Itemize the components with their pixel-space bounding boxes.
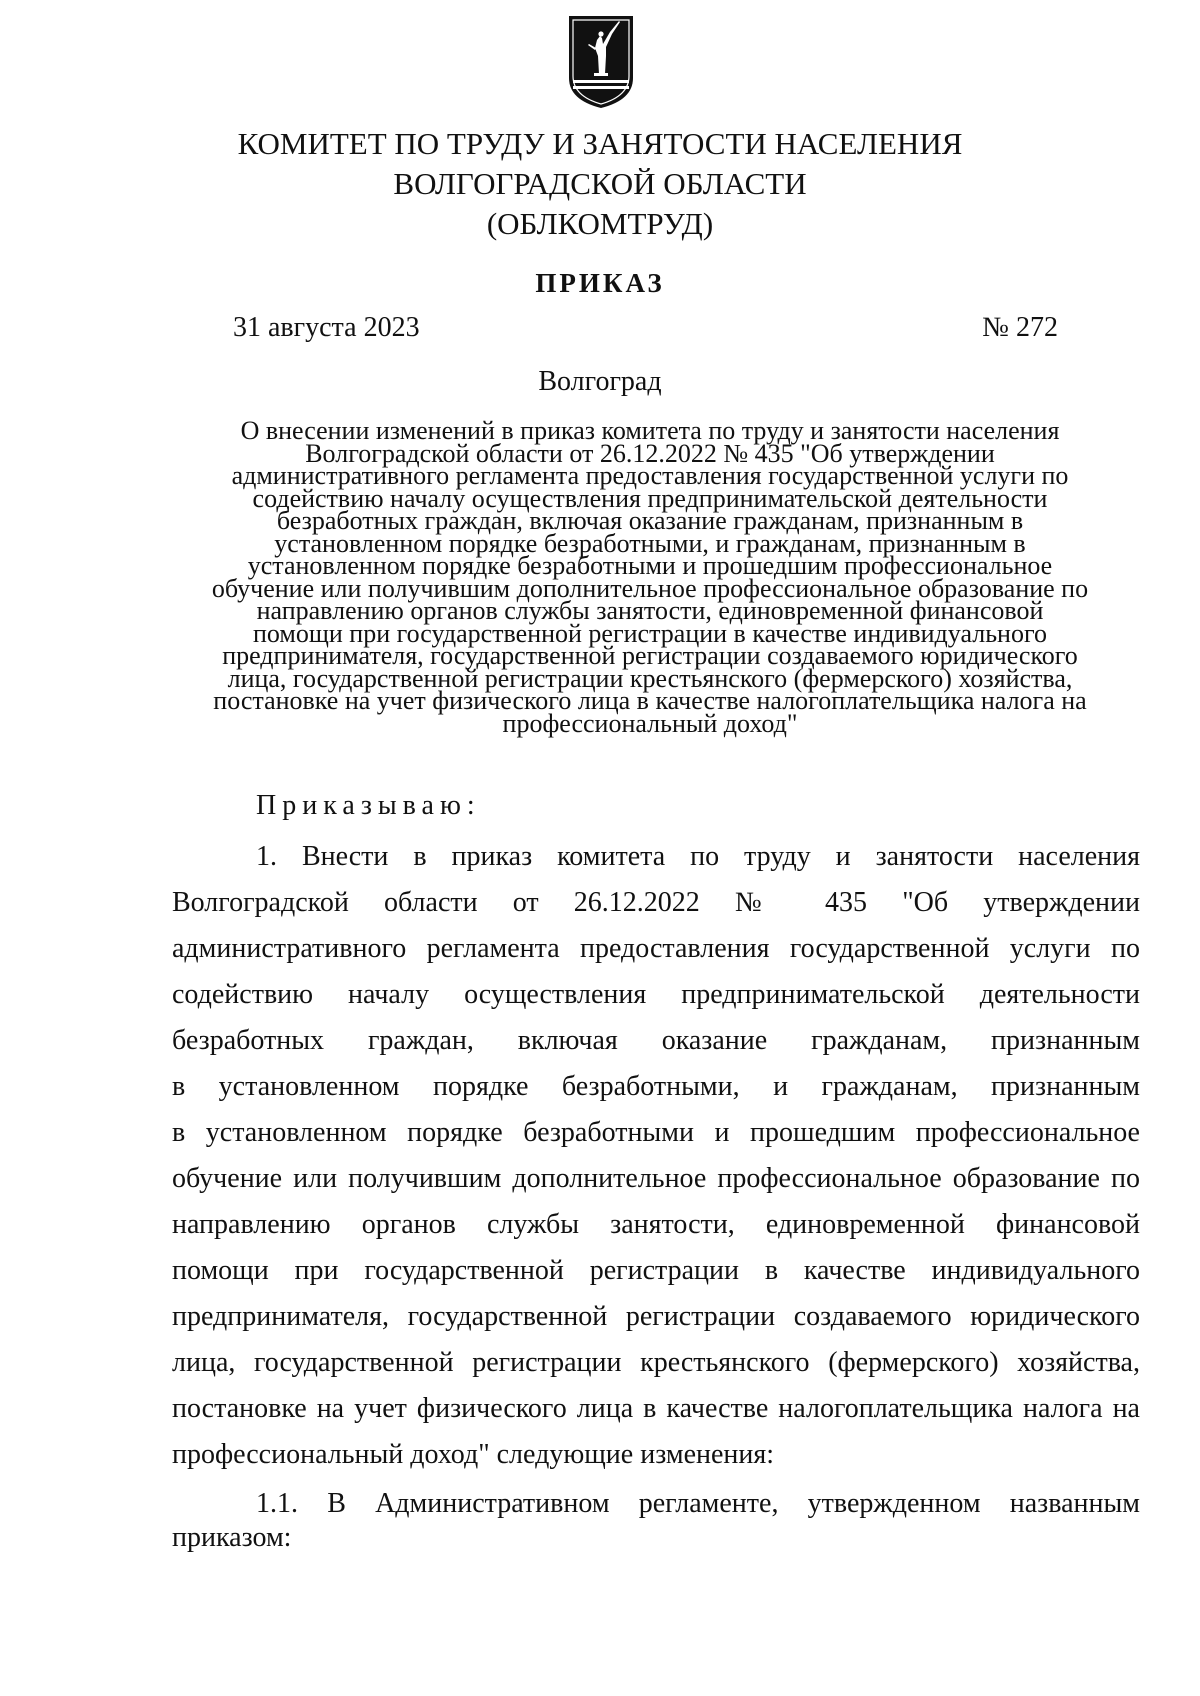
organization-line: КОМИТЕТ ПО ТРУДУ И ЗАНЯТОСТИ НАСЕЛЕНИЯ <box>237 126 963 161</box>
document-subject <box>160 416 1140 738</box>
subject-line: административного регламента предоставления государственной услуги по <box>231 461 1069 490</box>
paragraph-line: Волгоградской области от 26.12.2022 № 435 "Об утверждении <box>172 887 1140 918</box>
subject-line: О внесении изменений в приказ комитета по труду и занятости населения <box>240 416 1060 445</box>
subject-line: установленном порядке безработными и прошедшим профессиональное <box>247 551 1053 580</box>
paragraph-line: предпринимателя, государственной регистрации создаваемого юридического <box>172 1301 1140 1332</box>
subject-line: содействию началу осуществления предпринимательской деятельности <box>252 483 1048 513</box>
paragraph-line: в установленном порядке безработными и прошедшим профессиональное <box>172 1117 1140 1148</box>
subject-line: обучение или получившим дополнительное профессиональное образование по <box>211 573 1089 603</box>
subject-line: постановке на учет физического лица в качестве налогоплательщика налога на <box>213 686 1087 715</box>
subject-line: безработных граждан, включая оказание гражданам, признанным в <box>276 506 1024 535</box>
document-type: ПРИКАЗ <box>535 268 665 298</box>
paragraph-line: 1.1. В Административном регламенте, утвержденном названным <box>256 1488 1140 1519</box>
document-date: 31 августа 2023 <box>233 312 420 343</box>
paragraph-line: в установленном порядке безработными, и гражданам, признанным <box>172 1071 1140 1102</box>
paragraph-line: 1. Внести в приказ комитета по труду и занятости населения <box>256 841 1140 872</box>
volgograd-coat-of-arms-icon <box>565 12 637 110</box>
subject-line: профессиональный доход" <box>502 708 798 738</box>
subject-line: направлению органов службы занятости, единовременной финансовой <box>256 596 1044 625</box>
paragraph-line: направлению органов службы занятости, единовременной финансовой <box>172 1209 1140 1240</box>
subject-line: помощи при государственной регистрации в качестве индивидуального <box>253 618 1047 648</box>
paragraph-line: содействию началу осуществления предпринимательской деятельности <box>172 979 1140 1010</box>
document-number: № 272 <box>982 312 1058 343</box>
paragraph-line: безработных граждан, включая оказание гражданам, признанным <box>172 1025 1140 1056</box>
subject-line: лица, государственной регистрации крестьянского (фермерского) хозяйства, <box>227 663 1073 693</box>
subject-line: Волгоградской области от 26.12.2022 № 435 "Об утверждении <box>305 438 995 468</box>
paragraph-line: приказом: <box>172 1522 292 1553</box>
subject-line: предпринимателя, государственной регистрации создаваемого юридического <box>222 641 1078 670</box>
subject-line: установленном порядке безработными, и гражданам, признанным в <box>274 528 1026 558</box>
paragraph-line: постановке на учет физического лица в качестве налогоплательщика налога на <box>172 1393 1140 1424</box>
order-word: Приказываю: <box>256 790 481 821</box>
document-city: Волгоград <box>538 366 662 397</box>
organization-line: ВОЛГОГРАДСКОЙ ОБЛАСТИ <box>393 166 807 201</box>
organization-name <box>200 124 1000 244</box>
paragraph-line: административного регламента предоставления государственной услуги по <box>172 933 1140 964</box>
paragraph-line: профессиональный доход" следующие изменения: <box>172 1439 775 1470</box>
paragraph-line: помощи при государственной регистрации в качестве индивидуального <box>172 1255 1140 1286</box>
paragraph-line: обучение или получившим дополнительное профессиональное образование по <box>172 1163 1140 1194</box>
paragraph-line: лица, государственной регистрации крестьянского (фермерского) хозяйства, <box>172 1347 1140 1378</box>
organization-line: (ОБЛКОМТРУД) <box>486 206 714 241</box>
